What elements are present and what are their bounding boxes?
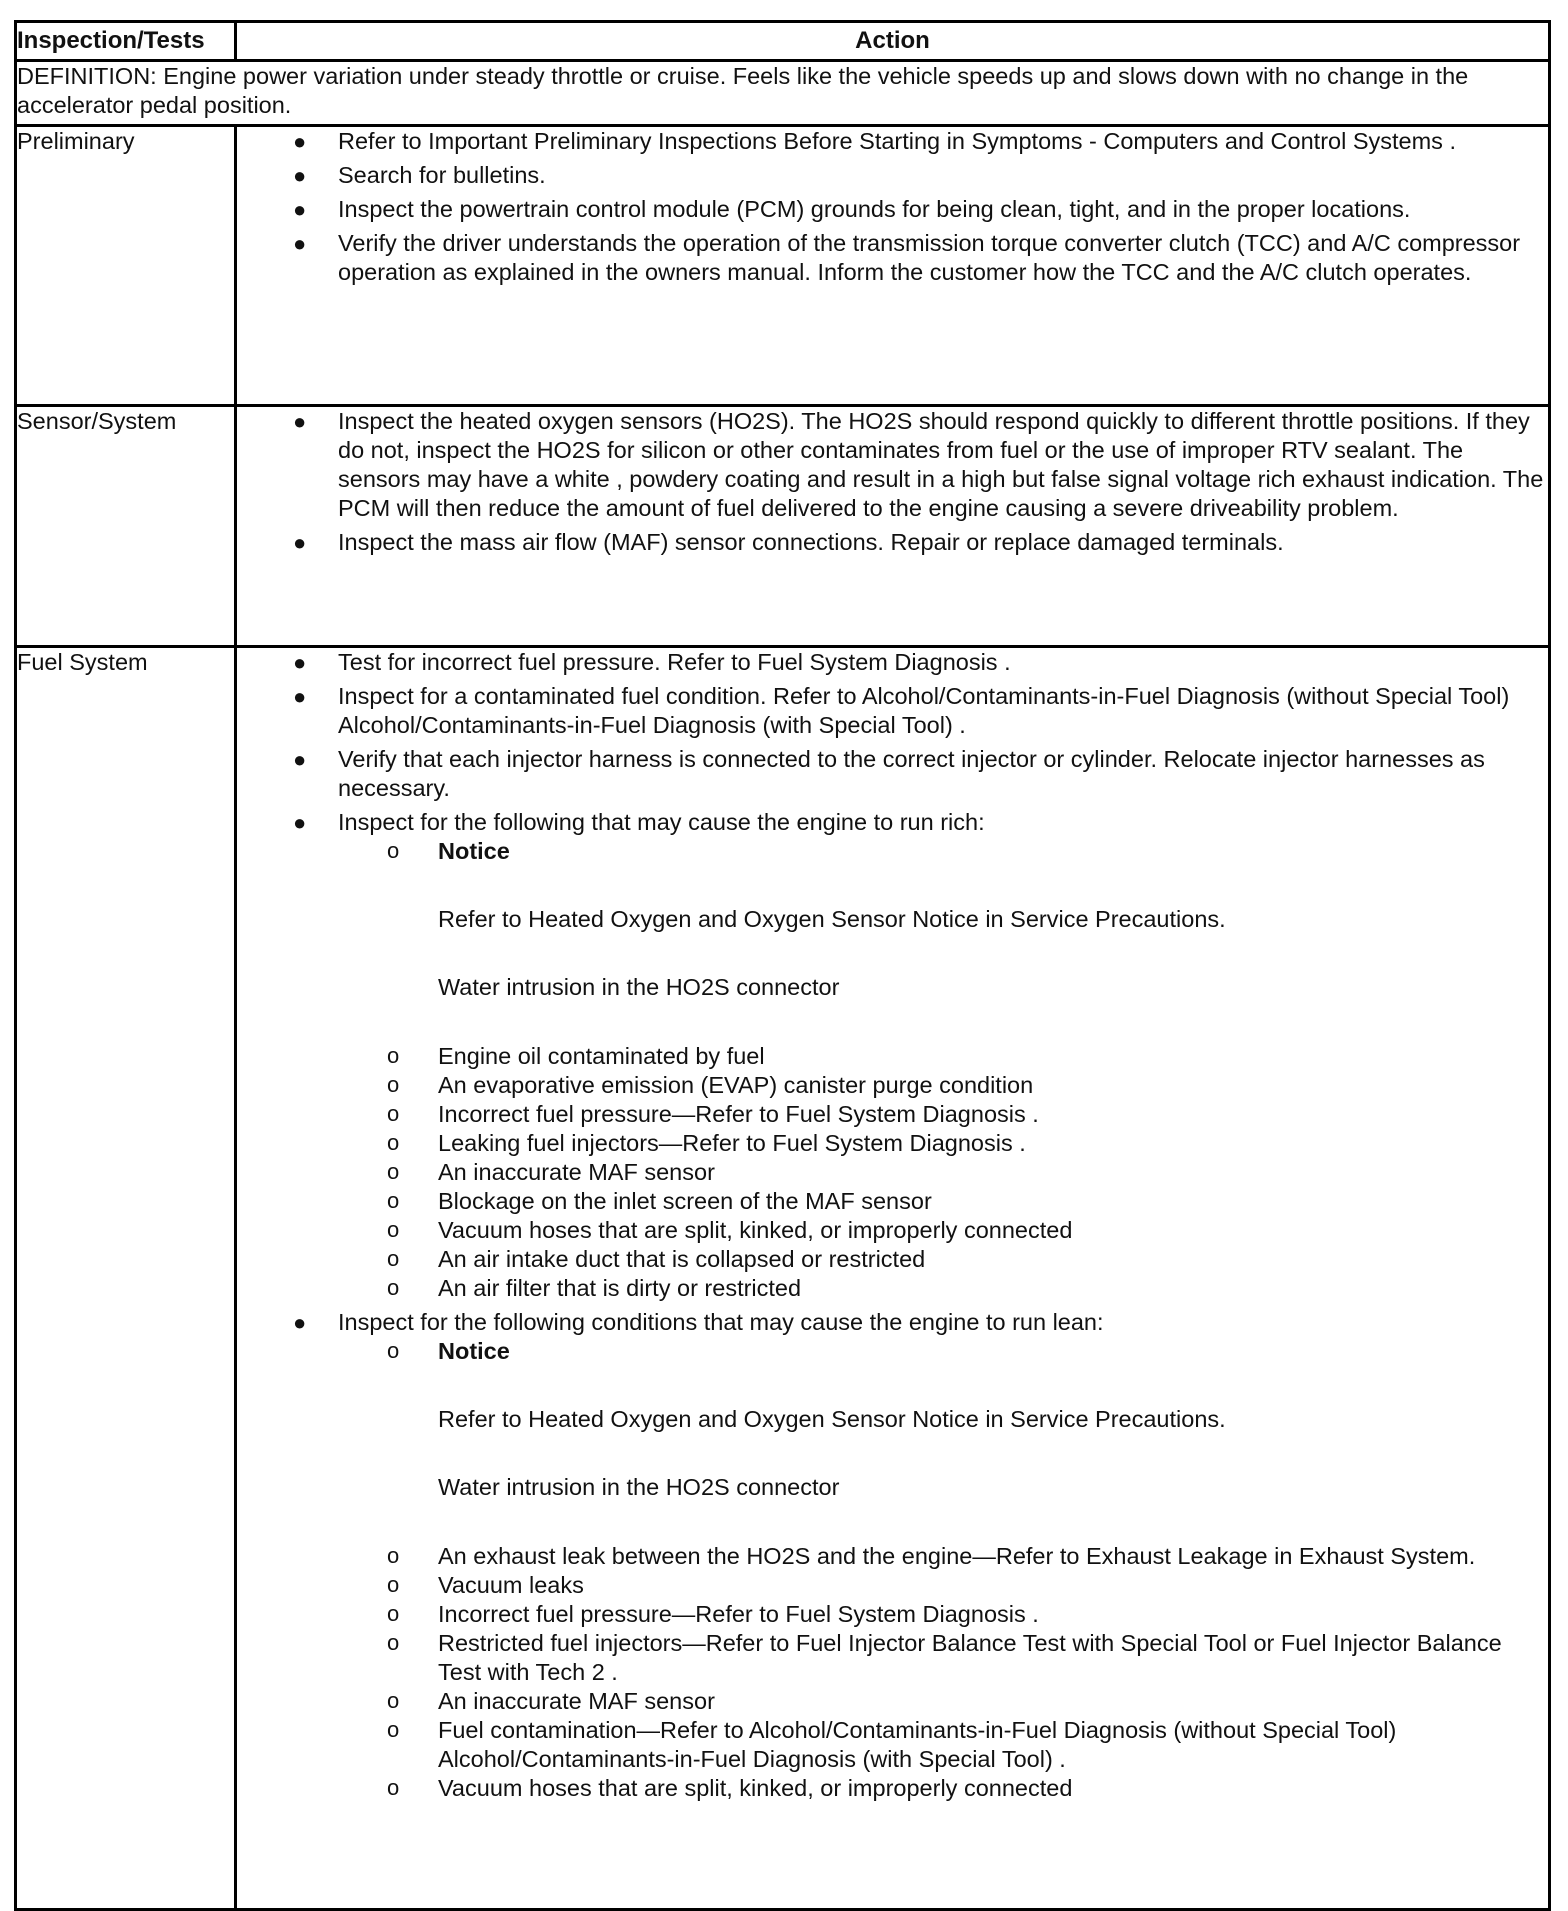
sub-list-item: o Engine oil contaminated by fuel (387, 1043, 765, 1069)
sub-list-item: o Vacuum hoses that are split, kinked, or improperly connected (387, 1217, 1073, 1243)
list-item: ● Refer to Important Preliminary Inspections Before Starting in Symptoms - Computers and Control Systems . (293, 128, 1456, 154)
sub-list-item: o An air intake duct that is collapsed or restricted (387, 1246, 926, 1272)
sub-bullet-icon: o (387, 1159, 400, 1184)
diagnostic-table (14, 20, 1551, 1911)
notice-subtext: Water intrusion in the HO2S connector (438, 974, 840, 1000)
sub-list-item: o Incorrect fuel pressure—Refer to Fuel System Diagnosis . (387, 1601, 1039, 1627)
header-row (16, 22, 1550, 61)
list-item: ● Inspect the heated oxygen sensors (HO2S). The HO2S should respond quickly to different throttle positions. If they do not, inspect the HO2S for silicon or other contaminates from fuel or the use of improper RTV sealant. The sensors may have a white , powdery coating and result in a high but false signal voltage rich exhaust indication. The PCM will then reduce the amount of fuel delivered to the engine causing a severe driveability problem. (293, 408, 1544, 521)
sub-list-run-rich (338, 837, 1548, 1303)
list-item-run-lean: ● Inspect for the following conditions that may cause the engine to run lean: o Notice Refer to Heated Oxygen and Oxygen Sensor Notice in Service Precautions. Water intrusion in the HO2S connector o An exhaust leak between the HO2S and the engine—Refer to Exhaust Leakage in Exhaust System. o Vacuum leaks o Incorrect fuel pressure—Refer to Fuel System Diagnosis . o Restricted fuel injectors—Refer to Fuel Injector Balance Test with Special Tool or Fuel Injector Balance Test with Tech 2 . o An inaccurate MAF sensor o Fuel contamination—Refer to Alcohol/Contaminants-in-Fuel Diagnosis (without Special Tool) Alcohol/Contaminants-in-Fuel Diagnosis (with Special Tool) . o Vacuum hoses that are split, kinked, or improperly connected (237, 1308, 1548, 1803)
list-item-run-rich: ● Inspect for the following that may cause the engine to run rich: o Notice Refer to Heated Oxygen and Oxygen Sensor Notice in Service Precautions. Water intrusion in the HO2S connector o Engine oil contaminated by fuel o An evaporative emission (EVAP) canister purge condition o Incorrect fuel pressure—Refer to Fuel System Diagnosis . o Leaking fuel injectors—Refer to Fuel System Diagnosis . o An inaccurate MAF sensor o Blockage on the inlet screen of the MAF sensor o Vacuum hoses that are split, kinked, or improperly connected o An air intake duct that is collapsed or restricted o An air filter that is dirty or restricted (237, 808, 1548, 1303)
sub-bullet-icon: o (387, 1130, 400, 1155)
list-item: ● Test for incorrect fuel pressure. Refer to Fuel System Diagnosis . (293, 649, 1011, 675)
list-item: ● Inspect the powertrain control module (PCM) grounds for being clean, tight, and in the proper locations. (293, 196, 1411, 222)
list-item: ● Verify the driver understands the operation of the transmission torque converter clutch (TCC) and A/C compressor operation as explained in the owners manual. Inform the customer how the TCC and the A/C clutch operates. (293, 230, 1521, 285)
sub-list-item: o Fuel contamination—Refer to Alcohol/Contaminants-in-Fuel Diagnosis (without Special Tool) Alcohol/Contaminants-in-Fuel Diagnosis (with Special Tool) . (387, 1717, 1397, 1772)
notice-title: Notice (438, 838, 510, 864)
section-label-sensor-system: Sensor/System (16, 406, 236, 647)
sub-list-run-lean (338, 1337, 1548, 1803)
definition-text: DEFINITION: Engine power variation under steady throttle or cruise. Feels like the vehicle speeds up and slows down with no change in the accelerator pedal position. (16, 61, 1550, 126)
sub-list-item: o Blockage on the inlet screen of the MAF sensor (387, 1188, 932, 1214)
action-list (237, 648, 1548, 1803)
sub-bullet-icon: o (387, 1688, 400, 1713)
section-actions-sensor-system (236, 406, 1550, 647)
section-label-fuel-system: Fuel System (16, 647, 236, 1910)
list-item: ● Inspect the mass air flow (MAF) sensor connections. Repair or replace damaged terminals. (293, 529, 1284, 555)
sub-bullet-icon: o (387, 1775, 400, 1800)
header-action: Action (236, 22, 1550, 61)
action-list (237, 407, 1548, 557)
sub-list-item: o Vacuum leaks (387, 1572, 584, 1598)
sub-bullet-icon: o (387, 838, 400, 863)
sub-bullet-icon: o (387, 1338, 400, 1363)
bullet-icon: ● (293, 650, 307, 675)
sub-list-item: o An evaporative emission (EVAP) canister purge condition (387, 1072, 1034, 1098)
bullet-icon: ● (293, 163, 307, 188)
bullet-icon: ● (293, 747, 307, 772)
sub-list-item: o An air filter that is dirty or restricted (387, 1275, 802, 1301)
notice-title: Notice (438, 1338, 510, 1364)
sub-bullet-icon: o (387, 1543, 400, 1568)
notice-item (337, 837, 1548, 1002)
bullet-icon: ● (293, 1310, 307, 1335)
list-item: ● Search for bulletins. (293, 162, 546, 188)
sub-bullet-icon: o (387, 1072, 400, 1097)
sub-list-item: o An inaccurate MAF sensor (387, 1159, 715, 1185)
sub-bullet-icon: o (387, 1217, 400, 1242)
sub-list-item: o An inaccurate MAF sensor (387, 1688, 715, 1714)
bullet-icon: ● (293, 409, 307, 434)
list-item: ● Inspect for a contaminated fuel condition. Refer to Alcohol/Contaminants-in-Fuel Diagnosis (without Special Tool) Alcohol/Contaminants-in-Fuel Diagnosis (with Special Tool) . (293, 683, 1510, 738)
sub-list-item: o An exhaust leak between the HO2S and the engine—Refer to Exhaust Leakage in Exhaust System. (387, 1543, 1476, 1569)
section-actions-fuel-system (236, 647, 1550, 1910)
table-row-fuel-system (16, 647, 1550, 1910)
bullet-icon: ● (293, 810, 307, 835)
table-row-preliminary (16, 126, 1550, 406)
sub-list-item: o Leaking fuel injectors—Refer to Fuel System Diagnosis . (387, 1130, 1026, 1156)
section-label-preliminary: Preliminary (16, 126, 236, 406)
bullet-icon: ● (293, 129, 307, 154)
sub-list-item: o Incorrect fuel pressure—Refer to Fuel System Diagnosis . (387, 1101, 1039, 1127)
bullet-icon: ● (293, 231, 307, 256)
sub-list-item: o Vacuum hoses that are split, kinked, or improperly connected (387, 1775, 1073, 1801)
action-list (237, 127, 1548, 287)
sub-bullet-icon: o (387, 1101, 400, 1126)
sub-list-item: o Restricted fuel injectors—Refer to Fuel Injector Balance Test with Special Tool or Fuel Injector Balance Test with Tech 2 . (387, 1630, 1502, 1685)
sub-bullet-icon: o (387, 1188, 400, 1213)
notice-subtext: Water intrusion in the HO2S connector (438, 1474, 840, 1500)
section-actions-preliminary (236, 126, 1550, 406)
bullet-icon: ● (293, 530, 307, 555)
bullet-icon: ● (293, 684, 307, 709)
table-row-sensor-system (16, 406, 1550, 647)
header-inspection-tests: Inspection/Tests (16, 22, 236, 61)
notice-text: Refer to Heated Oxygen and Oxygen Sensor Notice in Service Precautions. (438, 1406, 1226, 1432)
sub-bullet-icon: o (387, 1630, 400, 1655)
definition-row (16, 61, 1550, 126)
list-item: ● Verify that each injector harness is connected to the correct injector or cylinder. Relocate injector harnesses as necessary. (293, 746, 1485, 801)
bullet-icon: ● (293, 197, 307, 222)
sub-bullet-icon: o (387, 1601, 400, 1626)
sub-bullet-icon: o (387, 1572, 400, 1597)
notice-item (337, 1337, 1548, 1502)
sub-bullet-icon: o (387, 1717, 400, 1742)
sub-bullet-icon: o (387, 1043, 400, 1068)
notice-text: Refer to Heated Oxygen and Oxygen Sensor Notice in Service Precautions. (438, 906, 1226, 932)
sub-bullet-icon: o (387, 1275, 400, 1300)
sub-bullet-icon: o (387, 1246, 400, 1271)
